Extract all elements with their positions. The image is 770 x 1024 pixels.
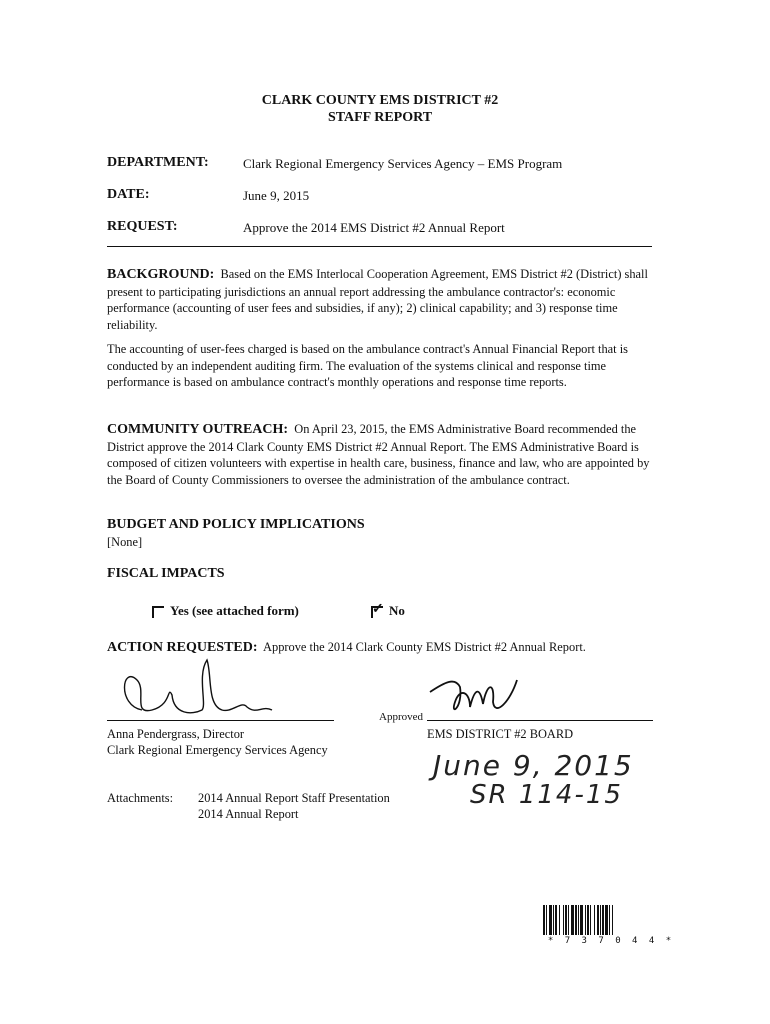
background-heading: BACKGROUND: <box>107 267 215 282</box>
director-signature-line <box>107 720 334 721</box>
background-section <box>107 266 652 333</box>
approved-label: Approved <box>379 711 423 723</box>
attachment-item: 2014 Annual Report <box>198 807 299 821</box>
action-heading: ACTION REQUESTED: <box>107 640 258 655</box>
department-label: DEPARTMENT: <box>107 155 209 170</box>
budget-heading: BUDGET AND POLICY IMPLICATIONS <box>107 517 365 532</box>
date-label: DATE: <box>107 187 150 202</box>
header-divider <box>107 246 652 247</box>
request-label: REQUEST: <box>107 219 178 234</box>
fiscal-no-option <box>371 603 405 619</box>
attachment-item: 2014 Annual Report Staff Presentation <box>198 791 390 805</box>
no-label: No <box>389 603 405 618</box>
report-title-line1: CLARK COUNTY EMS DISTRICT #2 <box>261 93 499 108</box>
attachments-label: Attachments: <box>107 791 174 805</box>
board-signature <box>425 672 525 722</box>
action-section <box>107 640 667 656</box>
background-para2: The accounting of user-fees charged is based on the ambulance contract's Annual Financial Report that is conducted by an independent auditing firm. The evaluation of the systems clinical and response time performance is based on ambulance contract's monthly operations and response time reports. <box>107 342 628 390</box>
department-value: Clark Regional Emergency Services Agency – EMS Program <box>243 156 563 171</box>
handwritten-date: June 9, 2015 <box>433 749 634 782</box>
board-org: EMS DISTRICT #2 BOARD <box>427 727 574 741</box>
director-org: Clark Regional Emergency Services Agency <box>107 743 328 757</box>
fiscal-yes-option <box>152 603 299 619</box>
board-signature-line <box>427 720 653 721</box>
checkmark-icon: ✓ <box>372 602 384 618</box>
yes-checkbox <box>152 606 164 618</box>
barcode-text: * 7 3 7 0 4 4 * <box>547 936 675 946</box>
no-checkbox <box>371 602 384 618</box>
yes-label: Yes (see attached form) <box>170 603 299 618</box>
date-value: June 9, 2015 <box>243 188 310 203</box>
budget-text: [None] <box>107 535 143 549</box>
report-title-line2: STAFF REPORT <box>327 110 433 125</box>
fiscal-heading: FISCAL IMPACTS <box>107 566 225 581</box>
director-signature <box>112 655 282 725</box>
barcode-icon <box>543 905 679 935</box>
outreach-heading: COMMUNITY OUTREACH: <box>107 422 289 437</box>
background-text: Based on the EMS Interlocal Cooperation Agreement, EMS District #2 (District) shall present to participating jurisdictions an annual report addressing the ambulance contractor's: economic performance (accounting of user fees and subsidies, if any); 2) clinical capability; and 3) response time reliability. <box>107 267 648 332</box>
handwritten-ref: SR 114-15 <box>470 780 623 810</box>
action-text: Approve the 2014 Clark County EMS District #2 Annual Report. <box>263 640 586 654</box>
outreach-section <box>107 421 652 488</box>
outreach-text: On April 23, 2015, the EMS Administrative Board recommended the District approve the 2014 Clark County EMS District #2 Annual Report. The EMS Administrative Board is composed of citizen volunteers with expertise in health care, business, finance and law, who are appointed by the Board of County Commissioners to oversee the administration of the ambulance contract. <box>107 422 650 487</box>
director-name: Anna Pendergrass, Director <box>107 727 245 741</box>
request-value: Approve the 2014 EMS District #2 Annual Report <box>243 220 505 235</box>
